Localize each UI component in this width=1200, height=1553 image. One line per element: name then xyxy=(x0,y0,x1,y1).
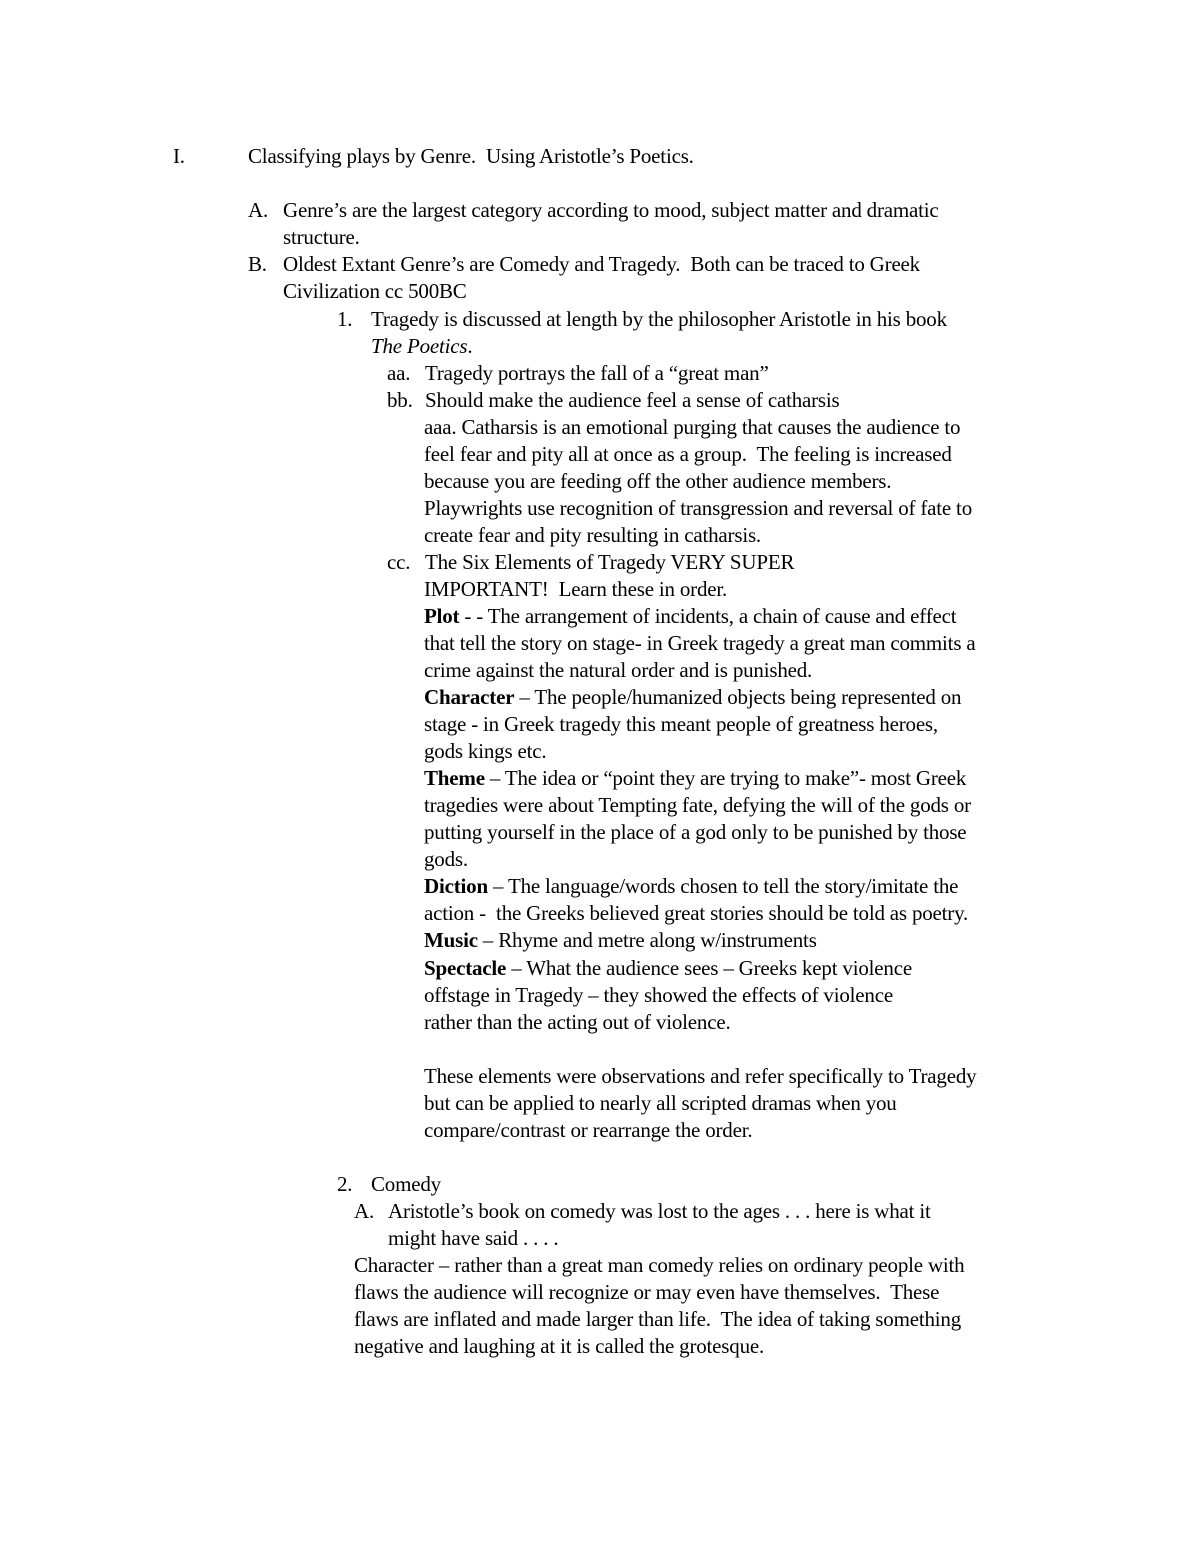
element-term: Theme xyxy=(424,766,485,790)
book-title-line xyxy=(371,333,472,360)
element-line: rather than the acting out of violence. xyxy=(424,1010,731,1034)
element-line: tragedies were about Tempting fate, defying the will of the gods or xyxy=(424,793,971,817)
element-term: Diction xyxy=(424,874,488,898)
catharsis-line: Playwrights use recognition of transgression and reversal of fate to xyxy=(424,496,972,520)
item-marker: 1. xyxy=(337,307,353,331)
comedy-paragraph-line: flaws the audience will recognize or may even have themselves. These xyxy=(354,1280,940,1304)
comedy-paragraph-line: flaws are inflated and made larger than life. The idea of taking something xyxy=(354,1307,962,1331)
item-aa-text: Tragedy portrays the fall of a “great man” xyxy=(425,361,769,385)
element-music: Music – Rhyme and metre along w/instruments xyxy=(424,928,817,952)
comedy-paragraph-line: negative and laughing at it is called the grotesque. xyxy=(354,1334,765,1358)
elements-note-line: compare/contrast or rearrange the order. xyxy=(424,1118,753,1142)
catharsis-line: aaa. Catharsis is an emotional purging that causes the audience to xyxy=(424,415,961,439)
comedy-paragraph-line: Character – rather than a great man comedy relies on ordinary people with xyxy=(354,1253,965,1277)
element-line: gods kings etc. xyxy=(424,739,547,763)
element-line: stage - in Greek tragedy this meant people of greatness heroes, xyxy=(424,712,938,736)
item-b-line: Oldest Extant Genre’s are Comedy and Tragedy. Both can be traced to Greek xyxy=(283,252,920,276)
element-theme: Theme – The idea or “point they are trying to make”- most Greek xyxy=(424,766,967,790)
item-marker: aa. xyxy=(387,361,411,385)
catharsis-line: because you are feeding off the other audience members. xyxy=(424,469,892,493)
catharsis-line: create fear and pity resulting in catharsis. xyxy=(424,523,761,547)
elements-note-line: These elements were observations and refer specifically to Tragedy xyxy=(424,1064,977,1088)
item-marker: B. xyxy=(248,252,267,276)
book-title-suffix: . xyxy=(467,334,473,358)
element-diction: Diction – The language/words chosen to tell the story/imitate the xyxy=(424,874,959,898)
element-line: putting yourself in the place of a god only to be punished by those xyxy=(424,820,967,844)
element-line: offstage in Tragedy – they showed the effects of violence xyxy=(424,983,893,1007)
element-line: action - the Greeks believed great stories should be told as poetry. xyxy=(424,901,969,925)
element-term: Music xyxy=(424,928,478,952)
item-marker: bb. xyxy=(387,388,413,412)
item-marker: A. xyxy=(354,1199,375,1223)
element-term: Character xyxy=(424,685,515,709)
item-1-line: Tragedy is discussed at length by the philosopher Aristotle in his book xyxy=(371,307,947,331)
item-a-line: structure. xyxy=(283,225,360,249)
item-marker: A. xyxy=(248,198,269,222)
elements-note-line: but can be applied to nearly all scripted dramas when you xyxy=(424,1091,897,1115)
item-cc-text: IMPORTANT! Learn these in order. xyxy=(424,577,728,601)
element-line: that tell the story on stage- in Greek tragedy a great man commits a xyxy=(424,631,976,655)
item-2a-line: might have said . . . . xyxy=(388,1226,559,1250)
catharsis-line: feel fear and pity all at once as a group. The feeling is increased xyxy=(424,442,952,466)
element-line: gods. xyxy=(424,847,468,871)
section-heading: Classifying plays by Genre. Using Aristotle’s Poetics. xyxy=(248,144,694,168)
element-term: Spectacle xyxy=(424,956,507,980)
item-2-text: Comedy xyxy=(371,1172,441,1196)
book-title: The Poetics xyxy=(371,334,468,358)
item-b-line: Civilization cc 500BC xyxy=(283,279,467,303)
item-2a-line: Aristotle’s book on comedy was lost to the ages . . . here is what it xyxy=(388,1199,931,1223)
element-line: crime against the natural order and is punished. xyxy=(424,658,813,682)
item-a-line: Genre’s are the largest category according to mood, subject matter and dramatic xyxy=(283,198,939,222)
element-character: Character – The people/humanized objects being represented on xyxy=(424,685,962,709)
item-bb-text: Should make the audience feel a sense of catharsis xyxy=(425,388,840,412)
element-plot: Plot - - The arrangement of incidents, a chain of cause and effect xyxy=(424,604,957,628)
section-marker: I. xyxy=(173,144,185,168)
item-cc-text: The Six Elements of Tragedy VERY SUPER xyxy=(425,550,795,574)
item-marker: cc. xyxy=(387,550,411,574)
item-marker: 2. xyxy=(337,1172,353,1196)
element-spectacle: Spectacle – What the audience sees – Greeks kept violence xyxy=(424,956,912,980)
element-term: Plot xyxy=(424,604,460,628)
